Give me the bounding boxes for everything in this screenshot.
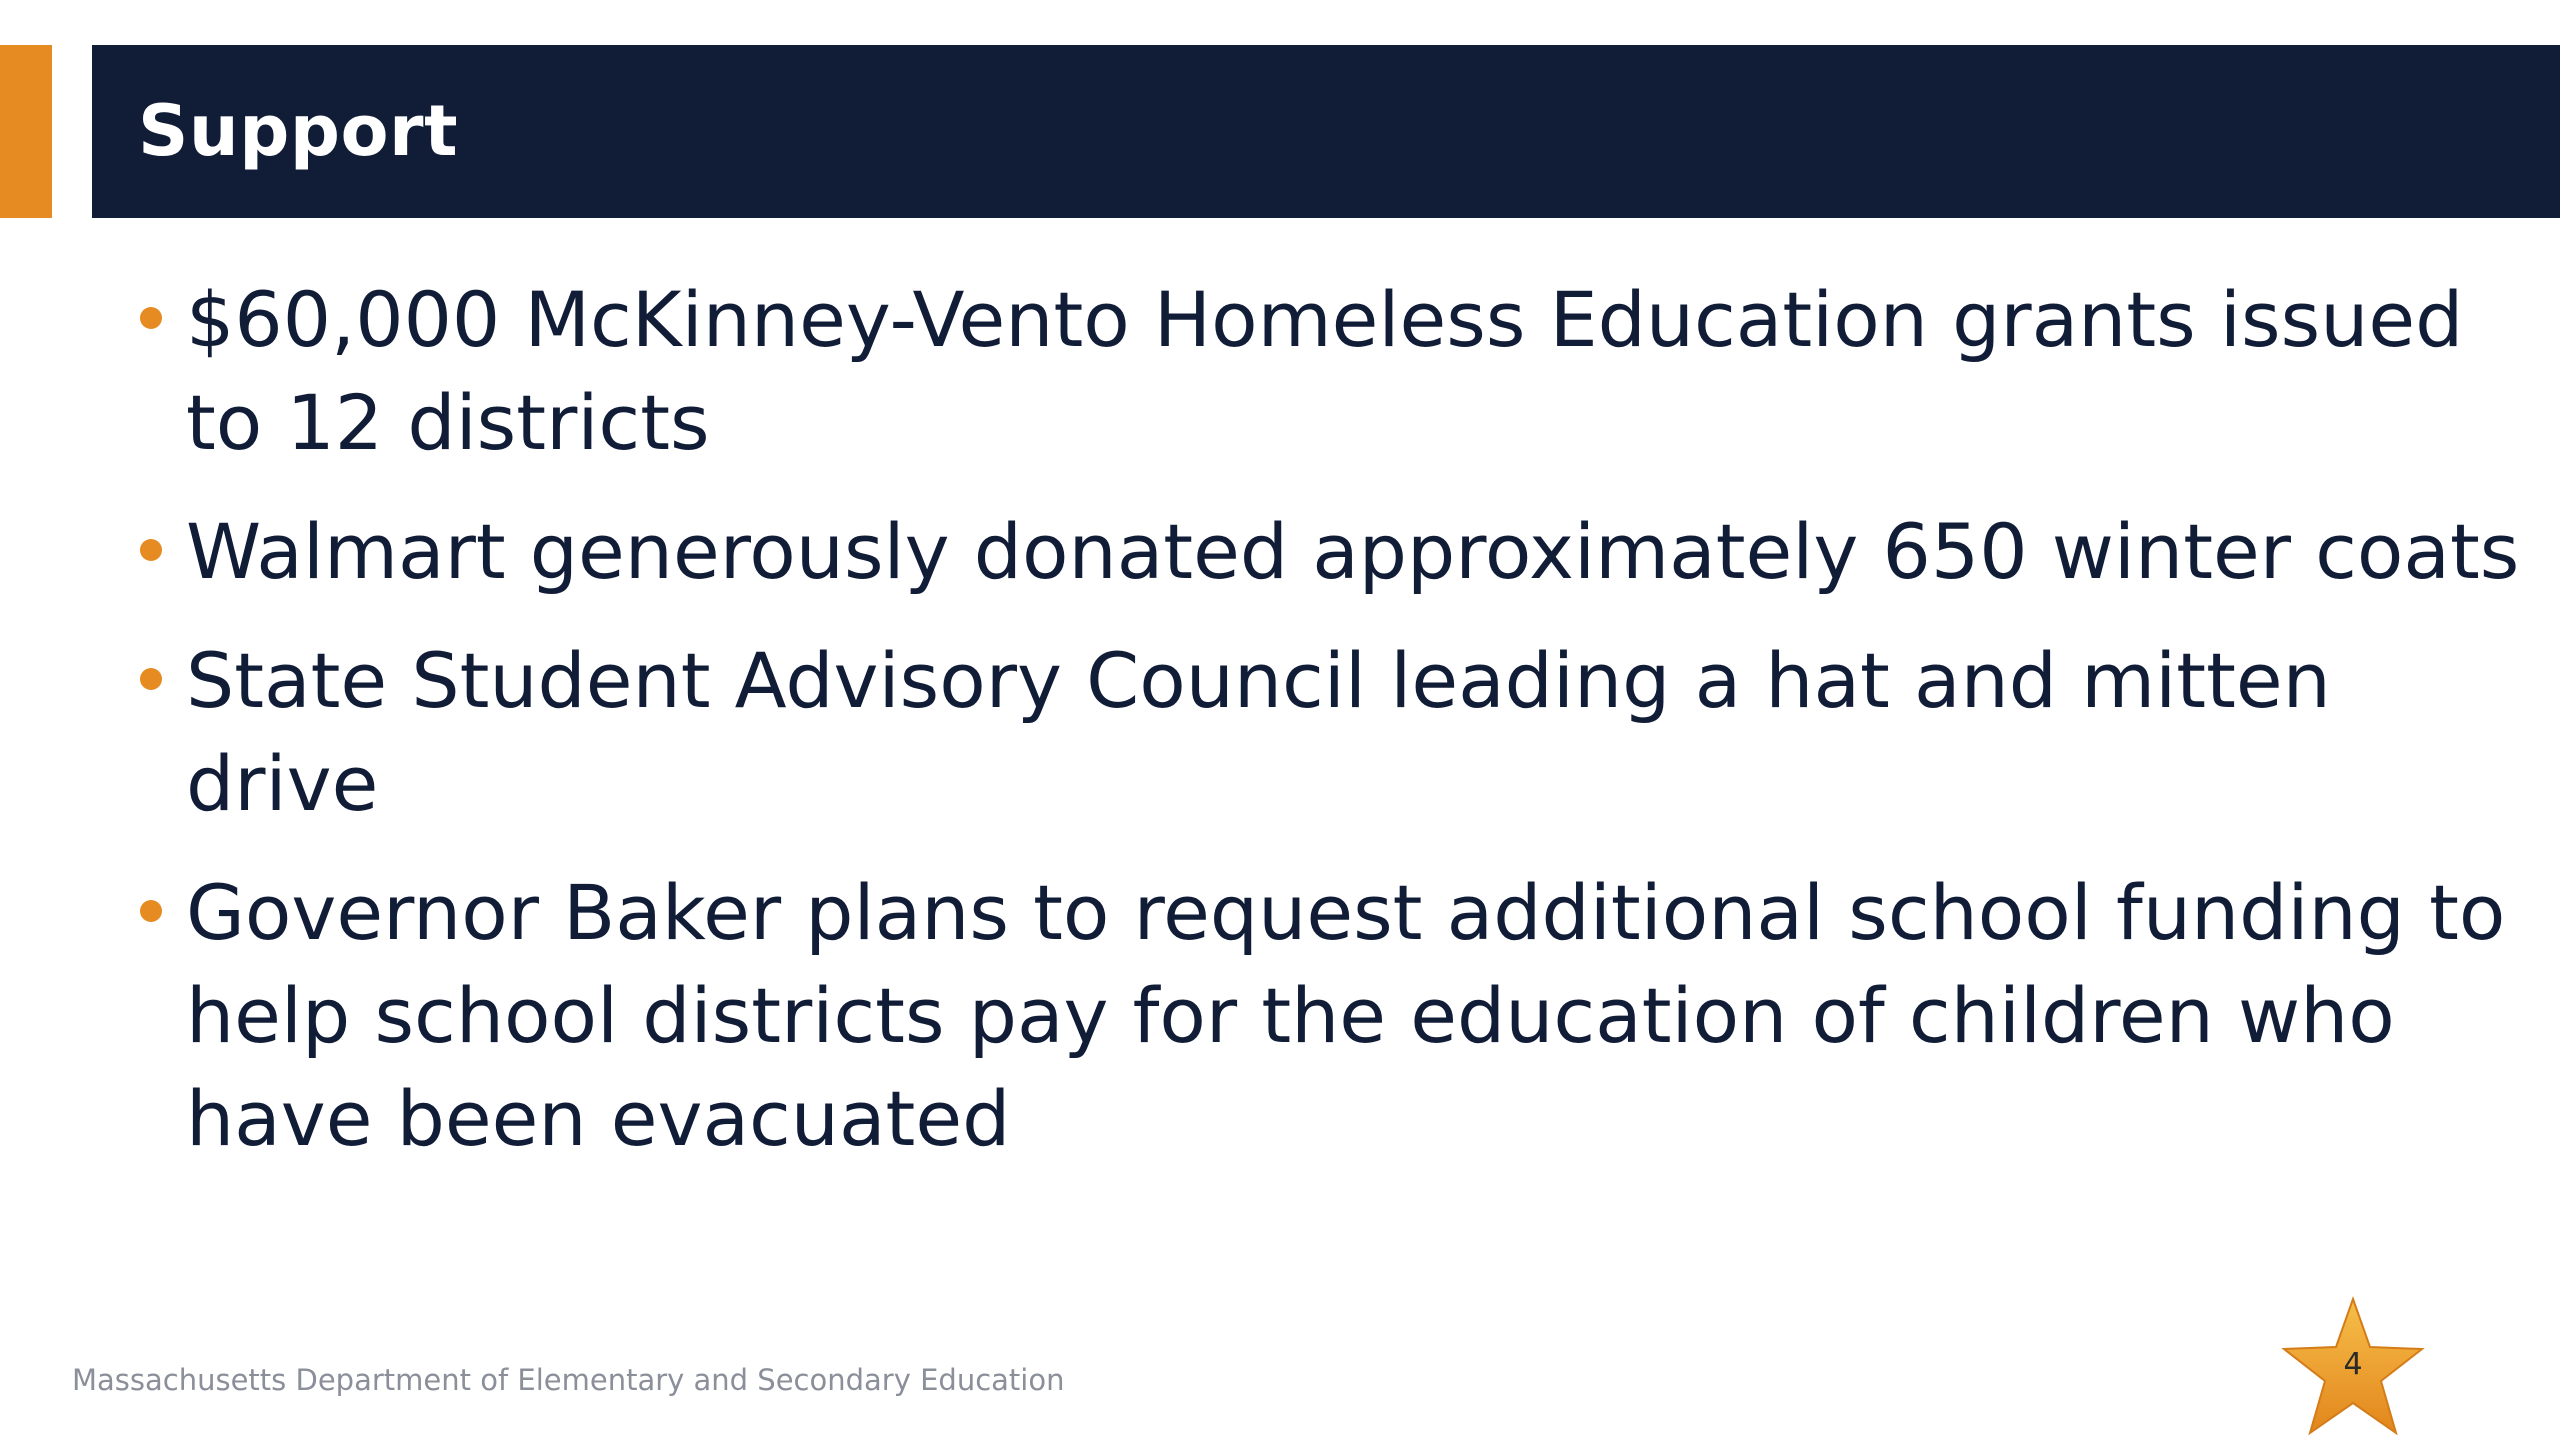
title-bar	[92, 45, 2560, 218]
bullet-item-grants	[140, 268, 2520, 474]
bullet-text: $60,000 McKinney-Vento Homeless Education grants issued to 12 districts	[186, 275, 2464, 467]
bullet-text: Walmart generously donated approximately 650 winter coats	[186, 507, 2520, 596]
footer-organization: Massachusetts Department of Elementary and Secondary Education	[72, 1363, 1065, 1397]
bullet-item-coats	[140, 500, 2520, 603]
page-number-badge	[2278, 1295, 2428, 1440]
page-number: 4	[2343, 1347, 2363, 1382]
title-accent-bar	[0, 45, 52, 218]
bullet-dot-icon	[140, 900, 162, 922]
slide-title: Support	[138, 90, 459, 172]
bullet-dot-icon	[140, 539, 162, 561]
bullet-dot-icon	[140, 668, 162, 690]
bullet-dot-icon	[140, 307, 162, 329]
bullet-text: Governor Baker plans to request additional school funding to help school districts pay for the education of children who have been evacuated	[186, 868, 2506, 1163]
bullet-item-funding	[140, 861, 2520, 1170]
bullet-list	[140, 268, 2520, 1196]
bullet-item-drive	[140, 629, 2520, 835]
bullet-text: State Student Advisory Council leading a hat and mitten drive	[186, 636, 2331, 828]
